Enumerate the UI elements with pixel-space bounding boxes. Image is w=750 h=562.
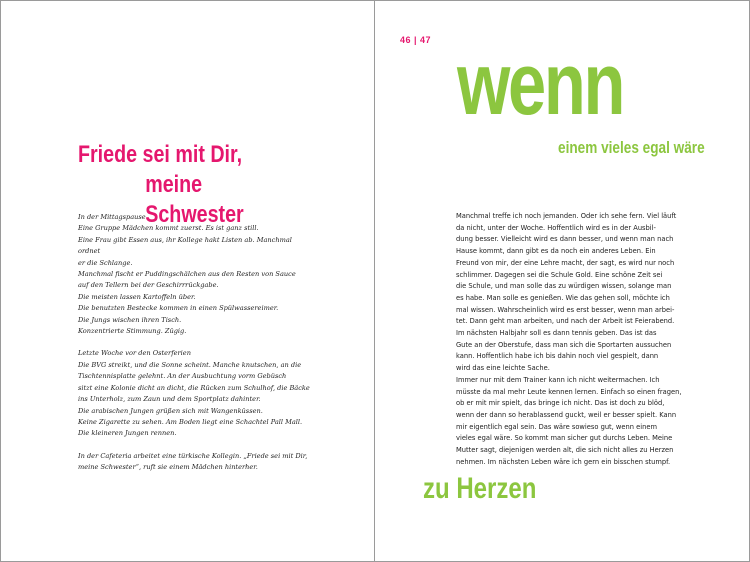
prose-line: Mutter sagt, diejenigen werden alt, die sich nicht alles zu Herzen [456, 446, 674, 455]
prose-line: nehmen. Im nächsten Leben wäre ich gern ein bisschen stumpf. [456, 457, 671, 466]
poem-line: Letzte Woche vor den Osterferien [78, 349, 191, 358]
prose-line: die Schule, und man solle das zu würdigen wissen, solange man [456, 282, 672, 291]
poem-line: Die meisten lassen Kartoffeln über. [78, 292, 196, 301]
poem-text [78, 212, 323, 485]
prose-line: mal wissen. Wahrscheinlich wird es erst besser, wenn man arbei- [456, 305, 675, 314]
left-page [0, 0, 374, 562]
poem-line: In der Mittagspause [78, 213, 146, 221]
headline-subtitle: einem vieles egal wäre [558, 138, 705, 157]
poem-line: auf den Tellern bei der Geschirrrückgabe. [78, 281, 219, 290]
poem-line: Eine Gruppe Mädchen kommt zuerst. Es ist ganz still. [78, 224, 259, 233]
prose-line: vieles egal wäre. So kommt man sicher gut durchs Leben. Meine [456, 434, 673, 443]
prose-line: ob er mit mir spielt, das bringe ich nicht. Das ist doch zu blöd, [456, 399, 665, 408]
prose-line: mir eigentlich egal sein. Das wäre sowieso gut, wenn einem [456, 422, 657, 431]
poem-line: Die BVG streikt, und die Sonne scheint. Manche knutschen, an die [78, 360, 302, 369]
prose-line: wird das eine leichte Sache. [456, 364, 550, 373]
page-numbers: 46 | 47 [400, 35, 432, 45]
prose-line: Hause kommt, dann gibt es da noch ein anderes Leben. Ein [456, 247, 656, 256]
poem-line: ordnet [78, 247, 101, 256]
poem-line: er die Schlange. [78, 258, 133, 267]
prose-line: Gute an der Oberstufe, dass man sich die Sportarten aussuchen [456, 340, 672, 349]
poem-line: Die arabischen Jungen grüßen sich mit Wangenküssen. [78, 406, 263, 415]
title-line-2: meine Schwester [145, 171, 244, 228]
poem-line: Die benutzten Bestecke kommen in einen Spülwassereimer. [78, 304, 279, 313]
poem-stanza [78, 212, 323, 337]
title-line-1: Friede sei mit Dir, [78, 141, 243, 168]
prose-line: tet. Dann geht man arbeiten, und nach der Arbeit ist Feierabend. [456, 317, 675, 326]
bottom-headline: zu Herzen [423, 472, 537, 505]
prose-line: Freund von mir, der eine Lehre macht, der sagt, es wird nur noch [456, 258, 675, 267]
right-page [375, 0, 749, 562]
prose-line: wenn der dann so herablassend guckt, weil er besser spielt. Kann [456, 410, 677, 419]
prose-line: Im nächsten Halbjahr soll es dann tennis geben. Das ist das [456, 329, 657, 338]
poem-line: sitzt eine Kolonie dicht an dicht, die Rücken zum Schulhof, die Bäcke [78, 383, 310, 392]
prose-line: Manchmal treffe ich noch jemanden. Oder ich sehe fern. Viel läuft [456, 212, 677, 220]
poem-line: ins Unterholz, zum Zaun und dem Sportplatz dahinter. [78, 395, 261, 404]
poem-line: In der Cafeteria arbeitet eine türkische Kollegin. „Friede sei mit Dir, [78, 451, 308, 460]
poem-line: Eine Frau gibt Essen aus, ihr Kollege hakt Listen ab. Manchmal [78, 235, 292, 244]
prose-line: schlimmer. Dagegen sei die Schule Gold. Eine schöne Zeit sei [456, 270, 663, 279]
prose-text [456, 211, 691, 468]
prose-line: kann. Hoffentlich habe ich bis dahin noch viel gespielt, dann [456, 352, 659, 361]
poem-line: Keine Zigarette zu sehen. Am Boden liegt eine Schachtel Pall Mall. [78, 417, 303, 426]
poem-line: Tischtennisplatte gelehnt. An der Ausbuchtung vorm Gebüsch [78, 372, 287, 381]
poem-stanza [78, 451, 323, 474]
prose-line: dung besser. Vielleicht wird es dann besser, und wenn man nach [456, 235, 674, 244]
prose-line: da nicht, unter der Woche. Hoffentlich wird es in der Ausbil- [456, 223, 656, 232]
big-headline-word: wenn [457, 34, 624, 133]
poem-line: meine Schwester“, ruft sie einem Mädchen hinterher. [78, 463, 258, 472]
prose-line: Immer nur mit dem Trainer kann ich nicht weitermachen. Ich [456, 375, 660, 384]
poem-line: Die Jungs wischen ihren Tisch. [78, 315, 182, 324]
poem-line: Konzentrierte Stimmung. Zügig. [78, 327, 187, 336]
poem-line: Manchmal fischt er Puddingschälchen aus den Resten von Sauce [78, 270, 296, 279]
poem-line: Die kleineren Jungen rennen. [78, 429, 177, 438]
prose-line: müsste da mal mehr Leute kennen lernen. Einfach so einen fragen, [456, 387, 682, 396]
poem-stanza [78, 348, 323, 439]
prose-line: es habe. Man solle es genießen. Wie das gehen soll, möchte ich [456, 293, 670, 302]
